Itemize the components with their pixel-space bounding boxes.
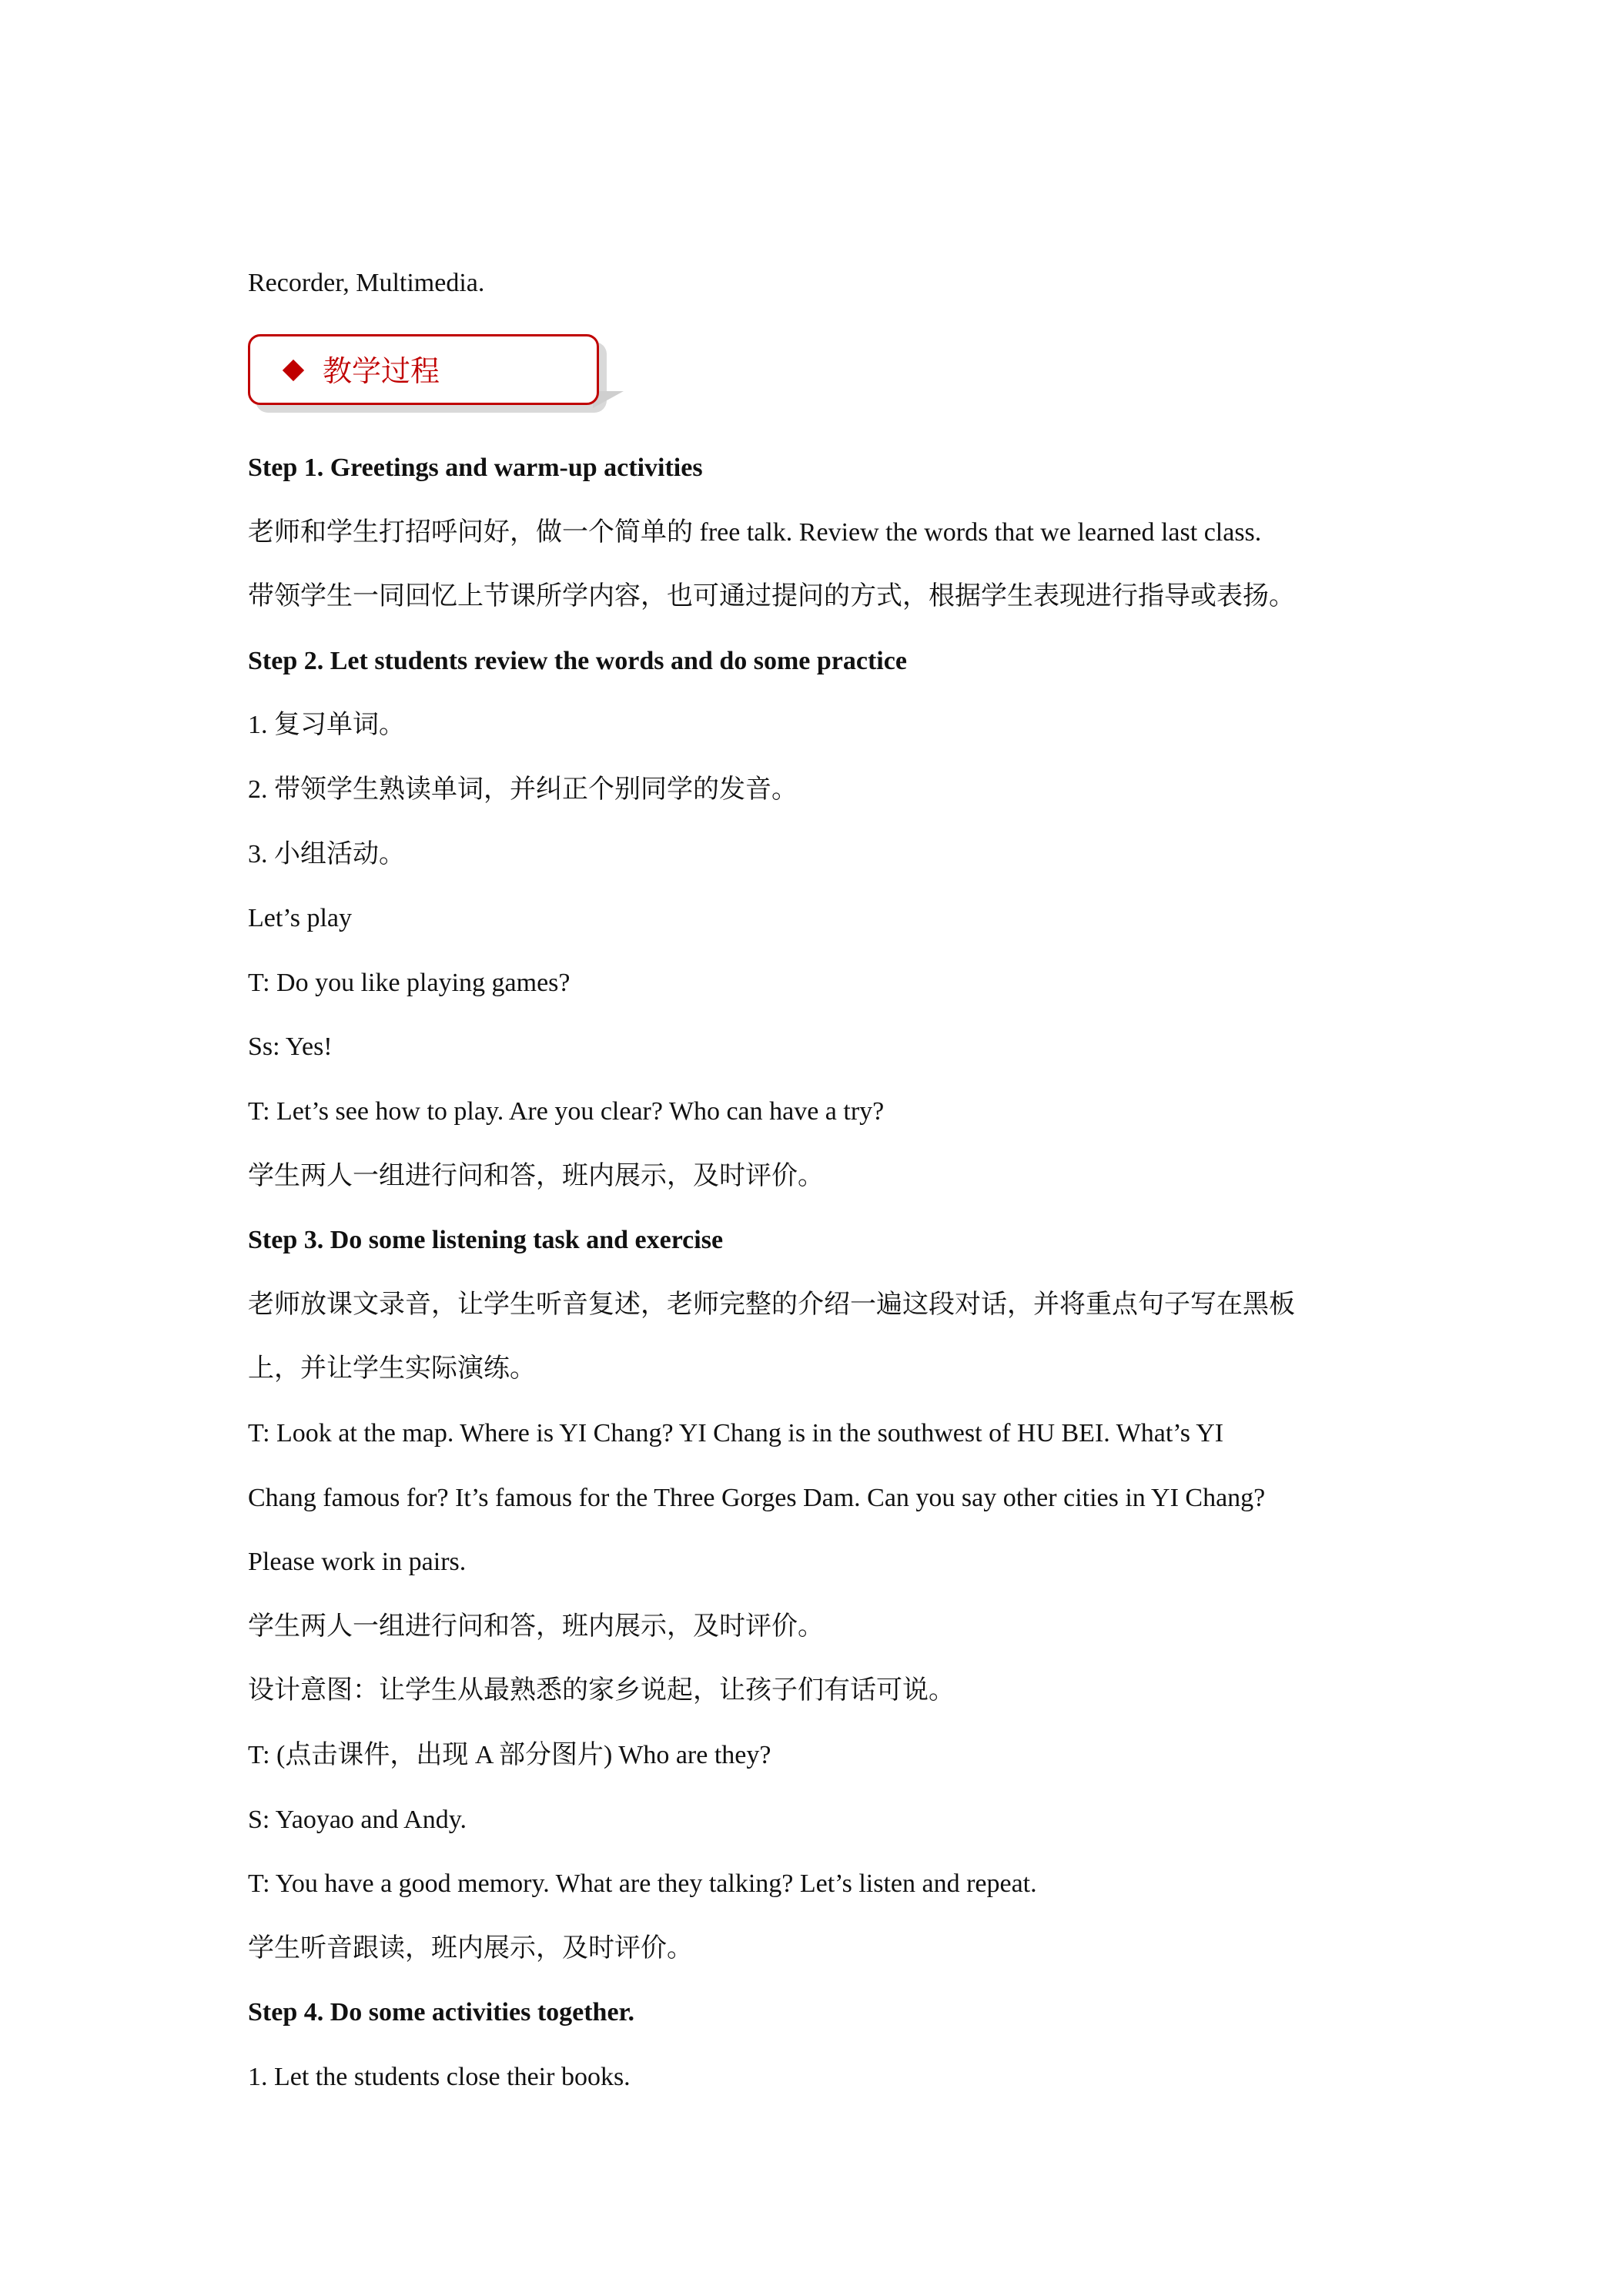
content-line: T: You have a good memory. What are they talking? Let’s listen and repeat.: [248, 1869, 1037, 1898]
content-line: Let’s play: [248, 904, 353, 932]
materials-line: Recorder, Multimedia.: [248, 269, 485, 297]
section-banner: [248, 334, 607, 411]
content-line: Please work in pairs.: [248, 1548, 467, 1576]
content-line: 学生两人一组进行问和答，班内展示，及时评价。: [248, 1612, 824, 1641]
content-line: 老师放课文录音，让学生听音复述，老师完整的介绍一遍这段对话，并将重点句子写在黑板: [248, 1290, 1295, 1319]
banner-box: [248, 334, 599, 405]
diamond-icon: [283, 360, 304, 381]
section-title: 教学过程: [323, 354, 440, 388]
content-line: 老师和学生打招呼问好，做一个简单的 free talk. Review the words that we learned last class.: [248, 518, 1262, 547]
content-line: S: Yaoyao and Andy.: [248, 1806, 467, 1834]
content-line: Ss: Yes!: [248, 1033, 333, 1061]
content-line: 1. Let the students close their books.: [248, 2063, 631, 2091]
step-heading: Step 4. Do some activities together.: [248, 1998, 635, 2027]
content-line: T: Let’s see how to play. Are you clear? Who can have a try?: [248, 1097, 885, 1126]
content-line: 学生听音跟读，班内展示，及时评价。: [248, 1934, 693, 1963]
content-line: 设计意图：让学生从最熟悉的家乡说起，让孩子们有话可说。: [248, 1676, 955, 1705]
content-line: Chang famous for? It’s famous for the Three Gorges Dam. Can you say other cities in YI Chang?: [248, 1484, 1266, 1512]
step-heading: Step 2. Let students review the words and do some practice: [248, 647, 907, 675]
content-line: 带领学生一同回忆上节课所学内容，也可通过提问的方式，根据学生表现进行指导或表扬。: [248, 582, 1295, 611]
content-line: 3. 小组活动。: [248, 840, 405, 869]
content-line: 2. 带领学生熟读单词，并纠正个别同学的发音。: [248, 775, 798, 804]
content-line: 1. 复习单词。: [248, 711, 405, 739]
content-line: T: Look at the map. Where is YI Chang? YI Chang is in the southwest of HU BEI. What’s YI: [248, 1419, 1224, 1448]
content-line: T: (点击课件，出现 A 部分图片) Who are they?: [248, 1741, 771, 1769]
content-line: 上，并让学生实际演练。: [248, 1354, 536, 1383]
content-line: 学生两人一组进行问和答，班内展示，及时评价。: [248, 1162, 824, 1190]
content-line: T: Do you like playing games?: [248, 969, 571, 997]
step-heading: Step 1. Greetings and warm-up activities: [248, 454, 703, 482]
step-heading: Step 3. Do some listening task and exercise: [248, 1226, 724, 1254]
